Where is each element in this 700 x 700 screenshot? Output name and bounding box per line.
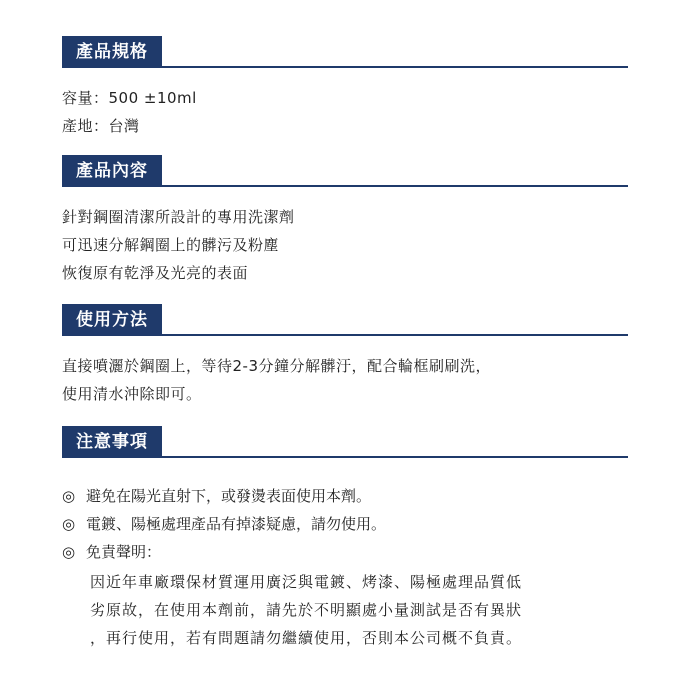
section-content <box>62 155 628 287</box>
disclaimer-line: 劣原故，在使用本劑前，請先於不明顯處小量測試是否有異狀 <box>90 601 523 619</box>
content-line: 恢復原有乾淨及光亮的表面 <box>62 264 249 282</box>
content-line: 可迅速分解鋼圈上的髒污及粉塵 <box>62 236 280 254</box>
note-item <box>62 482 628 510</box>
disclaimer <box>62 568 628 652</box>
spec-capacity: 容量：500 ±10ml <box>62 89 197 107</box>
usage-line: 使用清水沖除即可。 <box>62 385 202 403</box>
section-usage <box>62 304 628 408</box>
note-text: 免責聲明： <box>86 543 162 561</box>
disclaimer-line: ，再行使用，若有問題請勿繼續使用，否則本公司概不負責。 <box>90 629 523 647</box>
section-title: 產品內容 <box>62 155 162 187</box>
section-title: 注意事項 <box>62 426 162 458</box>
note-text: 電鍍、陽極處理產品有掉漆疑慮，請勿使用。 <box>86 515 387 533</box>
section-header <box>62 426 628 460</box>
spec-origin: 產地：台灣 <box>62 117 140 135</box>
content-line: 針對鋼圈清潔所設計的專用洗潔劑 <box>62 208 295 226</box>
section-header <box>62 155 628 189</box>
section-notes <box>62 426 628 652</box>
section-title: 使用方法 <box>62 304 162 336</box>
note-text: 避免在陽光直射下，或發燙表面使用本劑。 <box>86 487 372 505</box>
bullet-icon: ◎ <box>62 487 76 505</box>
note-item <box>62 510 628 538</box>
note-item <box>62 538 628 566</box>
disclaimer-line: 因近年車廠環保材質運用廣泛與電鍍、烤漆、陽極處理品質低 <box>90 573 523 591</box>
section-header <box>62 304 628 338</box>
usage-line: 直接噴灑於鋼圈上，等待2-3分鐘分解髒汙，配合輪框刷刷洗， <box>62 357 492 375</box>
bullet-icon: ◎ <box>62 515 76 533</box>
bullet-icon: ◎ <box>62 543 76 561</box>
section-specs <box>62 36 628 140</box>
section-header <box>62 36 628 70</box>
section-title: 產品規格 <box>62 36 162 68</box>
